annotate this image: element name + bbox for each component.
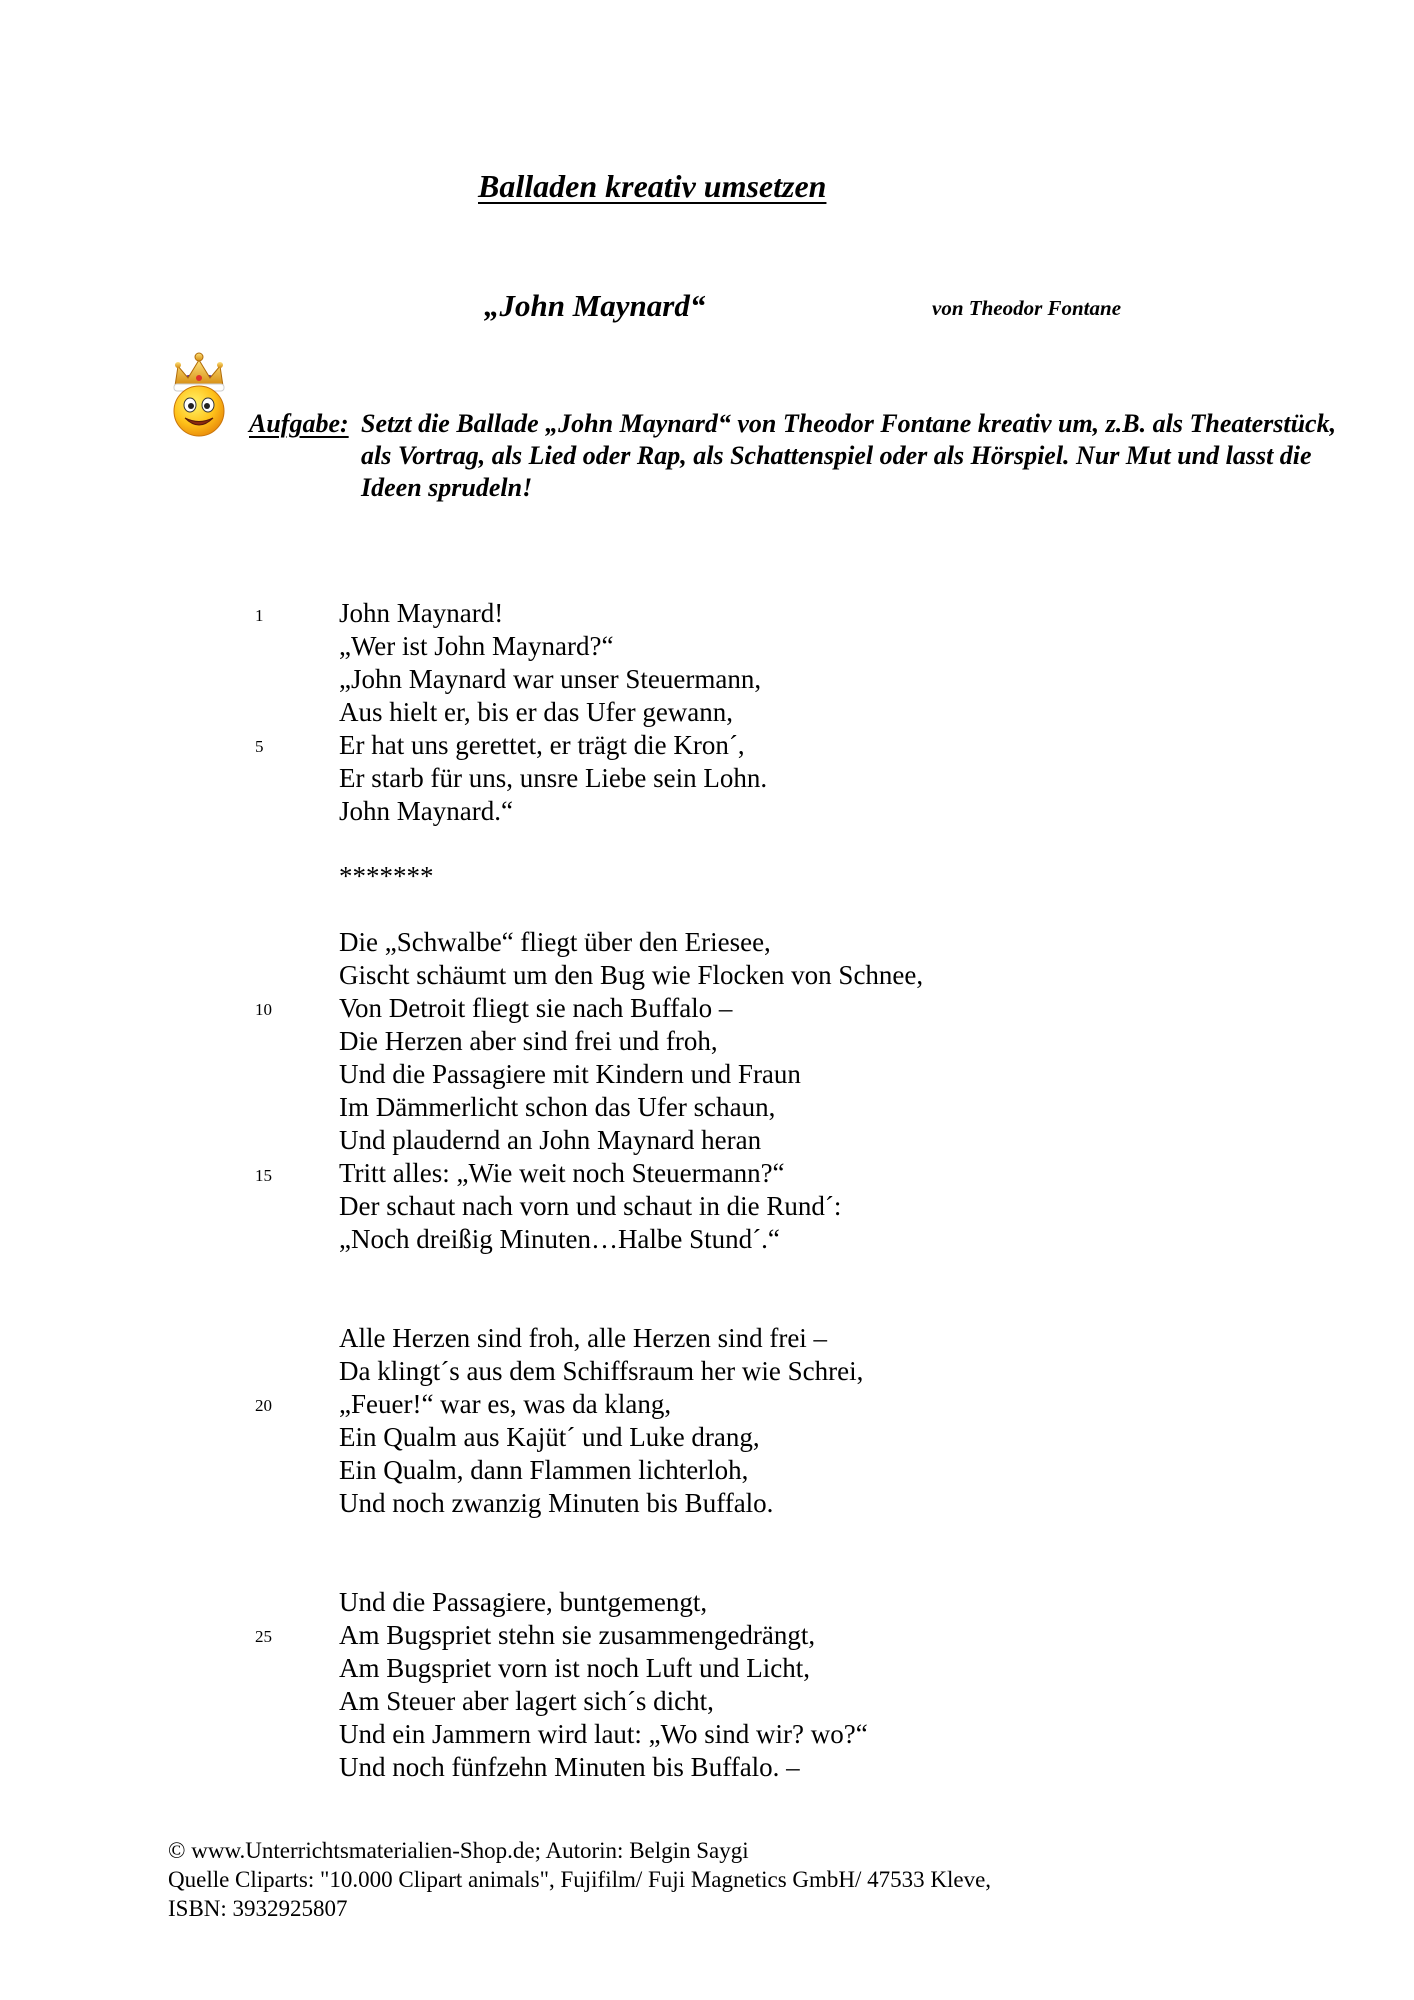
poem-line: Am Steuer aber lagert sich´s dicht, bbox=[339, 1686, 714, 1716]
poem-line: Am Bugspriet vorn ist noch Luft und Licht, bbox=[339, 1653, 810, 1683]
poem-line: Und noch fünfzehn Minuten bis Buffalo. – bbox=[339, 1752, 800, 1782]
task-text: Setzt die Ballade „John Maynard“ von Theodor Fontane kreativ um, z.B. als Theaterstück, als Vortrag, als Lied oder Rap, als Schattenspiel oder als Hörspiel. Nur Mut und lasst die Ideen sprudeln! bbox=[361, 409, 1337, 502]
poem-line: „Wer ist John Maynard?“ bbox=[339, 631, 614, 661]
poem-line: Am Bugspriet stehn sie zusammengedrängt, bbox=[339, 1620, 816, 1650]
poem-line: Die „Schwalbe“ fliegt über den Eriesee, bbox=[339, 927, 771, 957]
line-number: 20 bbox=[255, 1396, 272, 1415]
poem-line: Gischt schäumt um den Bug wie Flocken von Schnee, bbox=[339, 960, 924, 990]
poem-line: Tritt alles: „Wie weit noch Steuermann?“ bbox=[339, 1158, 785, 1188]
poem-line: Und plaudernd an John Maynard heran bbox=[339, 1125, 762, 1155]
footer bbox=[168, 1836, 991, 1923]
footer-line-copyright: © www.Unterrichtsmaterialien-Shop.de; Autorin: Belgin Saygi bbox=[168, 1838, 749, 1863]
poem-line: Da klingt´s aus dem Schiffsraum her wie Schrei, bbox=[339, 1356, 864, 1386]
task-label: Aufgabe: bbox=[249, 409, 349, 438]
poem-line: Und die Passagiere mit Kindern und Fraun bbox=[339, 1059, 801, 1089]
stanza-separator: ******* bbox=[339, 861, 434, 891]
poem-line: „John Maynard war unser Steuermann, bbox=[339, 664, 762, 694]
line-number: 1 bbox=[255, 606, 264, 625]
poem-line: Und noch zwanzig Minuten bis Buffalo. bbox=[339, 1488, 774, 1518]
poem-line: John Maynard! bbox=[339, 598, 504, 628]
poem-line: Ein Qualm, dann Flammen lichterloh, bbox=[339, 1455, 749, 1485]
poem-line: Der schaut nach vorn und schaut in die Rund´: bbox=[339, 1191, 842, 1221]
poem-line: John Maynard.“ bbox=[339, 796, 513, 826]
poem-line: Im Dämmerlicht schon das Ufer schaun, bbox=[339, 1092, 776, 1122]
poem-line: Ein Qualm aus Kajüt´ und Luke drang, bbox=[339, 1422, 760, 1452]
line-number: 25 bbox=[255, 1627, 272, 1646]
poem-title: „John Maynard“ bbox=[484, 288, 706, 323]
poem-line: Die Herzen aber sind frei und froh, bbox=[339, 1026, 718, 1056]
poem-line: Alle Herzen sind froh, alle Herzen sind frei – bbox=[339, 1323, 828, 1353]
line-number: 15 bbox=[255, 1166, 272, 1185]
line-number: 10 bbox=[255, 1000, 272, 1019]
poem-line: Und die Passagiere, buntgemengt, bbox=[339, 1587, 708, 1617]
poem-line: „Noch dreißig Minuten…Halbe Stund´.“ bbox=[339, 1224, 780, 1254]
footer-line-clipart-source: Quelle Cliparts: "10.000 Clipart animals", Fujifilm/ Fuji Magnetics GmbH/ 47533 Kleve, bbox=[168, 1867, 992, 1892]
poem-line: „Feuer!“ war es, was da klang, bbox=[339, 1389, 672, 1419]
poem-line: Und ein Jammern wird laut: „Wo sind wir? wo?“ bbox=[339, 1719, 868, 1749]
document-title: Balladen kreativ umsetzen bbox=[478, 168, 827, 204]
poem-line: Er hat uns gerettet, er trägt die Kron´, bbox=[339, 730, 745, 760]
poem-line: Von Detroit fliegt sie nach Buffalo – bbox=[339, 993, 733, 1023]
line-number: 5 bbox=[255, 737, 264, 756]
footer-line-isbn: ISBN: 3932925807 bbox=[168, 1896, 348, 1921]
poem-line: Aus hielt er, bis er das Ufer gewann, bbox=[339, 697, 734, 727]
poem-line: Er starb für uns, unsre Liebe sein Lohn. bbox=[339, 763, 768, 793]
poem-author: von Theodor Fontane bbox=[932, 296, 1122, 320]
